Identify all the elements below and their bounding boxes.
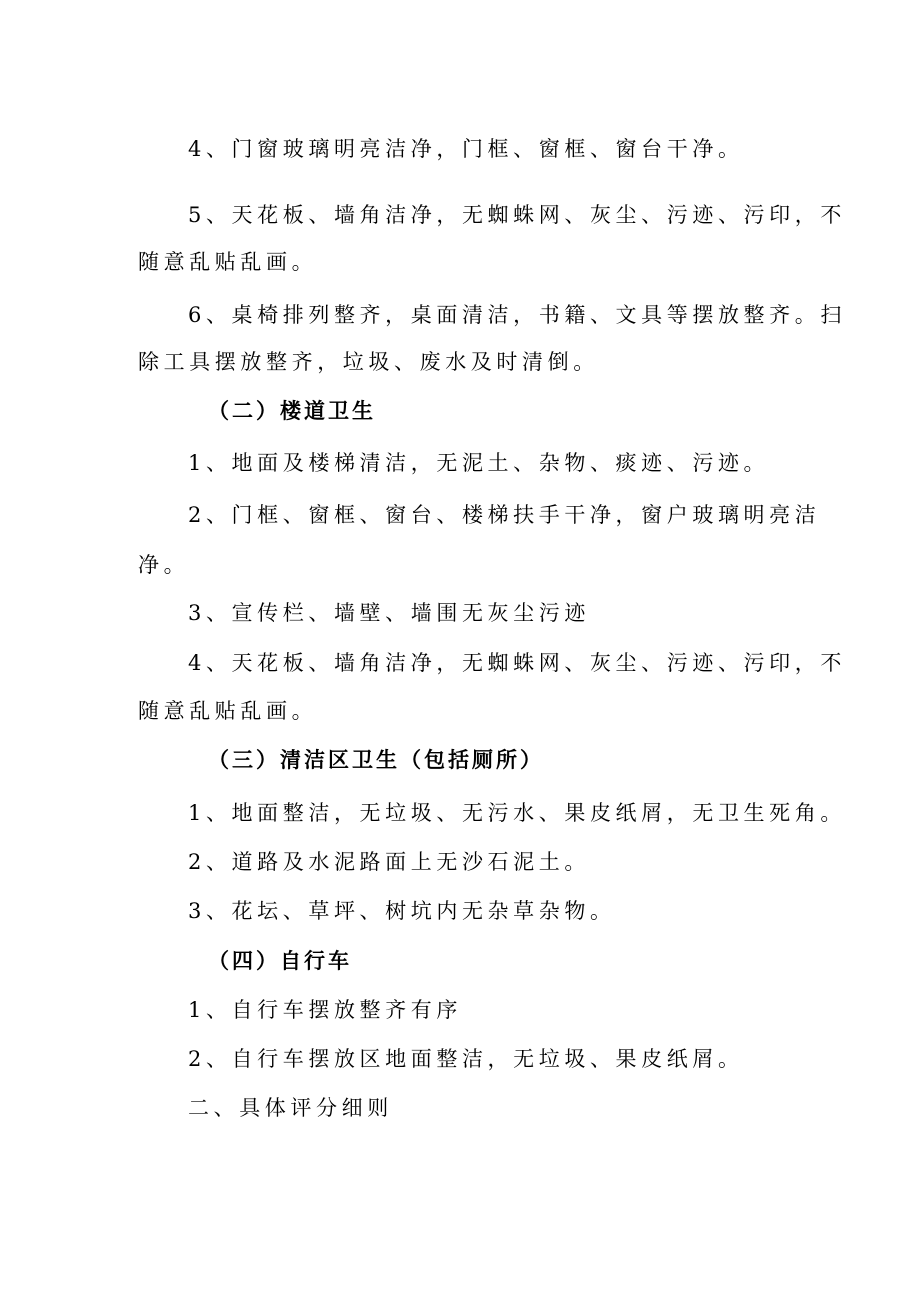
paragraph-line: 6、桌椅排列整齐，桌面清洁，书籍、文具等摆放整齐。扫	[188, 303, 846, 327]
paragraph-line: 二、具体评分细则	[188, 1096, 393, 1120]
paragraph-line: 随意乱贴乱画。	[138, 699, 318, 723]
paragraph-line: 净。	[138, 553, 190, 577]
paragraph-line: 3、宣传栏、墙壁、墙围无灰尘污迹	[188, 601, 590, 625]
paragraph-line: 1、地面及楼梯清洁，无泥土、杂物、痰迹、污迹。	[188, 451, 770, 475]
paragraph-line: 1、自行车摆放整齐有序	[188, 998, 462, 1022]
paragraph-line: 3、花坛、草坪、树坑内无杂草杂物。	[188, 899, 616, 923]
section-heading: （四）自行车	[208, 949, 352, 973]
paragraph-line: 2、道路及水泥路面上无沙石泥土。	[188, 850, 590, 874]
paragraph-line: 随意乱贴乱画。	[138, 250, 318, 274]
paragraph-line: 5、天花板、墙角洁净，无蜘蛛网、灰尘、污迹、污印，不	[188, 203, 846, 227]
section-heading: （三）清洁区卫生（包括厕所）	[208, 748, 544, 772]
section-heading: （二）楼道卫生	[208, 399, 376, 423]
paragraph-line: 4、门窗玻璃明亮洁净，门框、窗框、窗台干净。	[188, 137, 744, 161]
paragraph-line: 1、地面整洁，无垃圾、无污水、果皮纸屑，无卫生死角。	[188, 801, 846, 825]
paragraph-line: 2、自行车摆放区地面整洁，无垃圾、果皮纸屑。	[188, 1047, 744, 1071]
paragraph-line: 除工具摆放整齐，垃圾、废水及时清倒。	[138, 350, 599, 374]
paragraph-line: 2、门框、窗框、窗台、楼梯扶手干净，窗户玻璃明亮洁	[188, 503, 821, 527]
paragraph-line: 4、天花板、墙角洁净，无蜘蛛网、灰尘、污迹、污印，不	[188, 651, 846, 675]
